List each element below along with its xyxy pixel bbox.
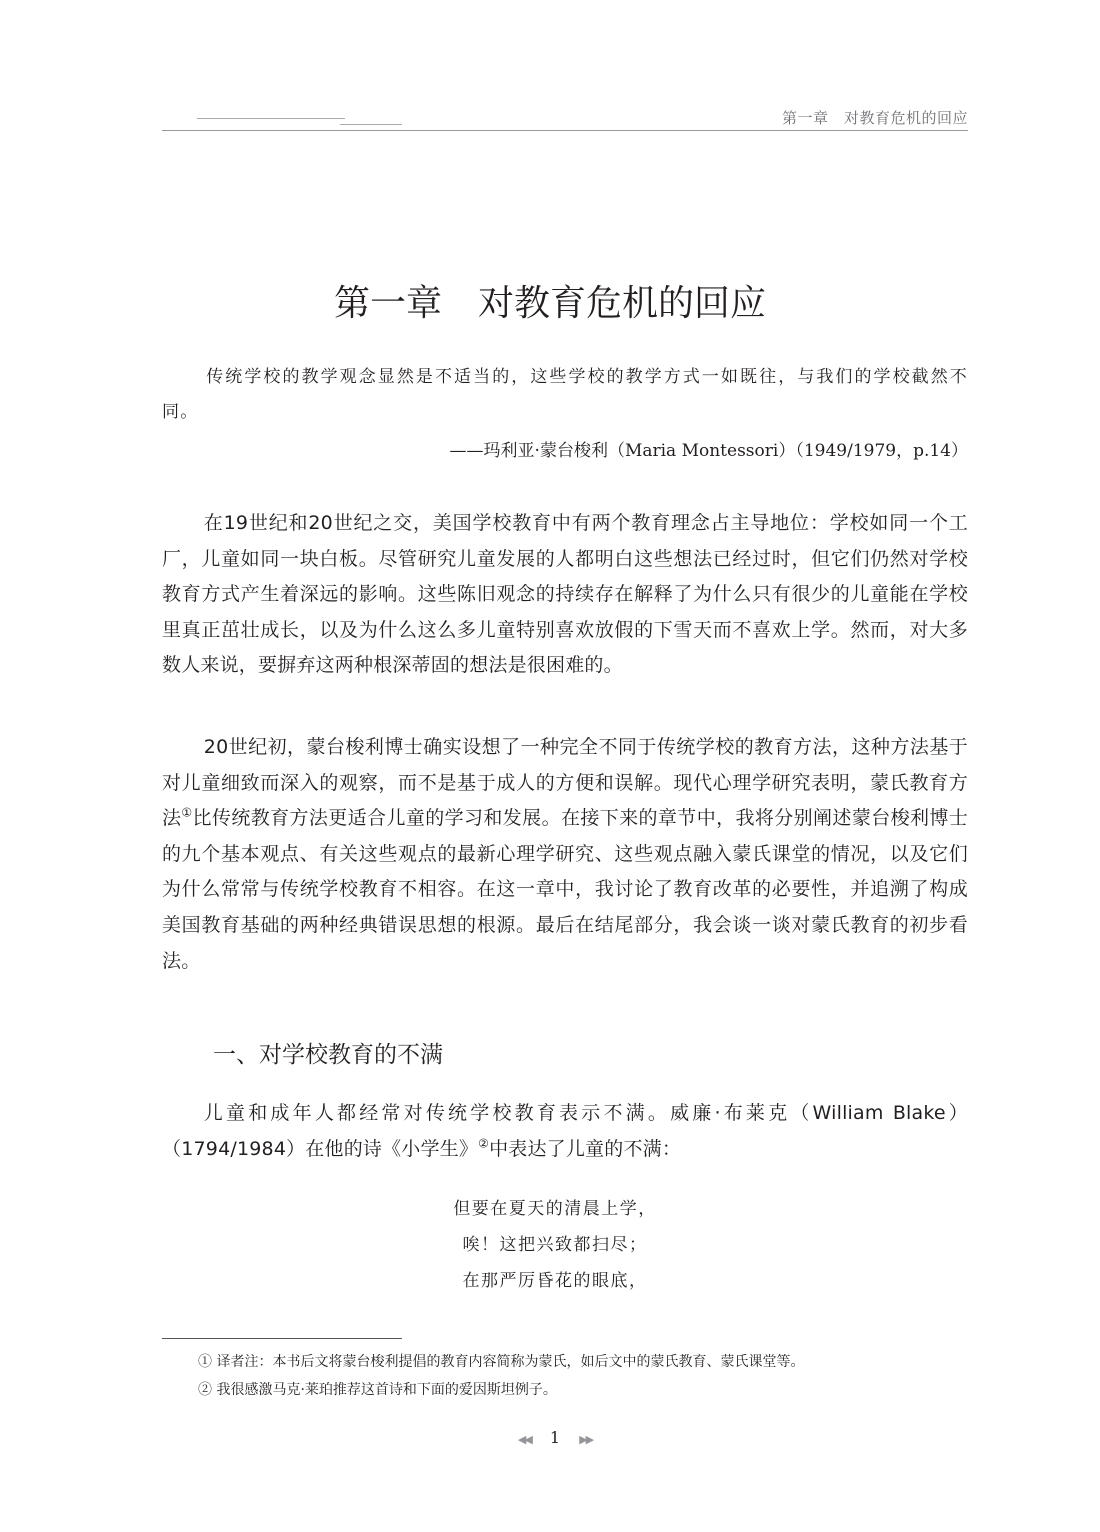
header-decorative-line (197, 118, 345, 119)
paragraph-text: 比传统教育方法更适合儿童的学习和发展。在接下来的章节中，我将分别阐述蒙台梭利博士的九个基本观点、有关这些观点的最新心理学研究、这些观点融入蒙氏课堂的情况，以及它们为什么常常与传统学校教育不相容。在这一章中，我讨论了教育改革的必要性，并追溯了构成美国教育基础的两种经典错误思想的根源。最后在结尾部分，我会谈一谈对蒙氏教育的初步看法。 (162, 807, 968, 972)
next-page-icon[interactable]: ▶▶ (579, 1433, 593, 1446)
epigraph-attribution: ——玛利亚·蒙台梭利（Maria Montessori）（1949/1979，p.14） (449, 441, 968, 461)
footnote-2: ② 我很感激马克·莱珀推荐这首诗和下面的爱因斯坦例子。 (198, 1382, 557, 1398)
paragraph-text: 20世纪初，蒙台梭利博士确实设想了一种完全不同于传统学校的教育方法，这种方法基于对儿童细致而深入的观察，而不是基于成人的方便和误解。现代心理学研究表明，蒙氏教育方法 (162, 736, 968, 830)
footnote-ref-2[interactable]: ② (478, 1136, 490, 1151)
page-footer (0, 1428, 1100, 1447)
footnote-rule (162, 1338, 402, 1339)
header-decorative-line-short (340, 124, 402, 125)
body-paragraph-3 (162, 1096, 968, 1167)
poem-line: 唉！这把兴致都扫尽； (462, 1235, 648, 1255)
epigraph-quote: 传统学校的教学观念显然是不适当的，这些学校的教学方式一如既往，与我们的学校截然不同。 (162, 367, 968, 422)
footnote-1: ① 译者注：本书后文将蒙台梭利提倡的教育内容简称为蒙氏，如后文中的蒙氏教育、蒙氏课堂等。 (198, 1354, 805, 1370)
running-head-title: 第一章 对教育危机的回应 (781, 109, 968, 127)
poem-line: 但要在夏天的清晨上学， (453, 1199, 657, 1219)
footnotes (198, 1348, 804, 1404)
body-paragraph-2 (162, 730, 968, 979)
header-rule (162, 130, 968, 131)
running-head (162, 103, 968, 133)
paragraph-text: 中表达了儿童的不满： (489, 1137, 682, 1160)
paragraph-text: 儿童和成年人都经常对传统学校教育表示不满。威廉·布莱克（William Blake）（1794/1984）在他的诗《小学生》 (162, 1102, 968, 1160)
body-paragraph-1: 在19世纪和20世纪之交，美国学校教育中有两个教育理念占主导地位：学校如同一个工厂，儿童如同一块白板。尽管研究儿童发展的人都明白这些想法已经过时，但它们仍然对学校教育方式产生着深远的影响。这些陈旧观念的持续存在解释了为什么只有很少的儿童能在学校里真正茁壮成长，以及为什么这么多儿童特别喜欢放假的下雪天而不喜欢上学。然而，对大多数人来说，要摒弃这两种根深蒂固的想法是很困难的。 (162, 512, 968, 677)
prev-page-icon[interactable]: ◀◀ (517, 1433, 531, 1446)
footnote-ref-1[interactable]: ① (181, 805, 193, 820)
poem-block (0, 1191, 1100, 1299)
chapter-title: 第一章 对教育危机的回应 (333, 283, 766, 324)
section-heading: 一、对学校教育的不满 (213, 1042, 443, 1068)
poem-line: 在那严厉昏花的眼底， (462, 1271, 648, 1291)
page-number: 1 (549, 1428, 561, 1447)
